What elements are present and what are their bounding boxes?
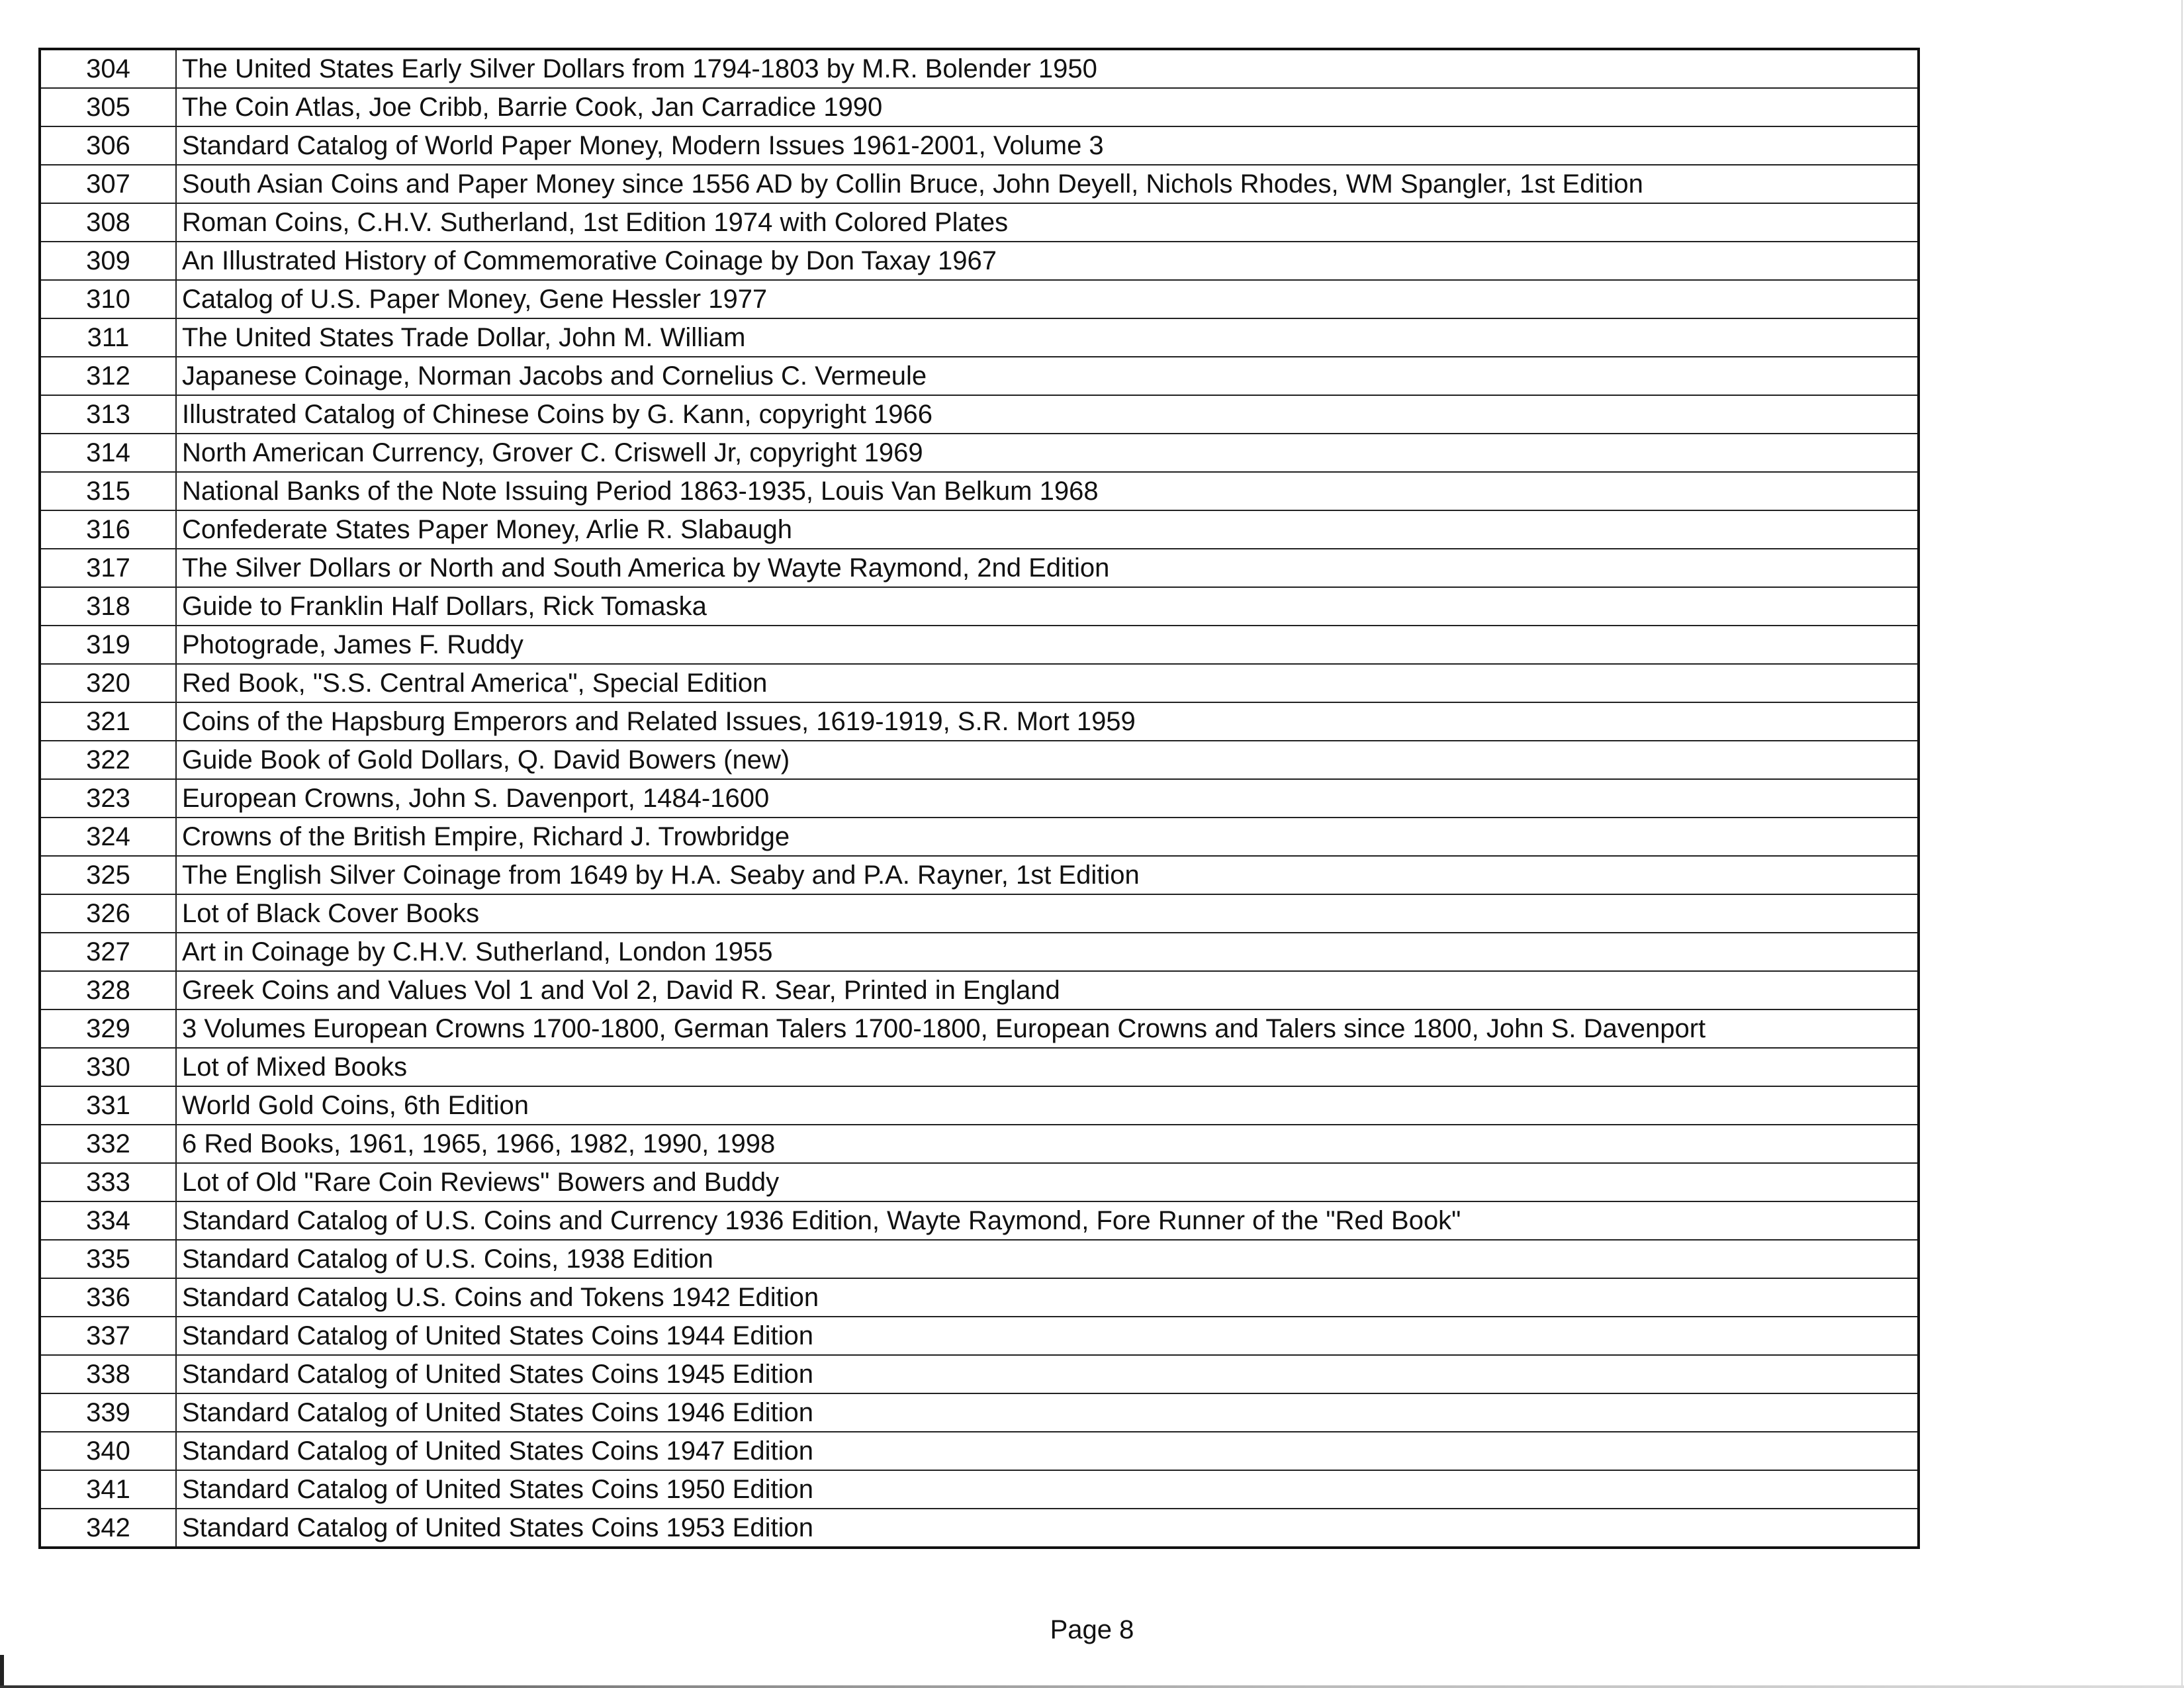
lot-description-cell: Standard Catalog of United States Coins 1944 Edition (176, 1317, 1919, 1355)
lot-description-cell: The Coin Atlas, Joe Cribb, Barrie Cook, Jan Carradice 1990 (176, 88, 1919, 126)
table-row (40, 1509, 1919, 1548)
table-row (40, 434, 1919, 472)
lot-number-cell: 321 (40, 702, 176, 741)
lot-description-cell: The English Silver Coinage from 1649 by H.A. Seaby and P.A. Rayner, 1st Edition (176, 856, 1919, 894)
table-row (40, 587, 1919, 626)
lot-description-cell: 6 Red Books, 1961, 1965, 1966, 1982, 1990, 1998 (176, 1125, 1919, 1163)
table-row (40, 1125, 1919, 1163)
lot-number-cell: 333 (40, 1163, 176, 1201)
lot-number-cell: 334 (40, 1201, 176, 1240)
lot-number-cell: 306 (40, 126, 176, 165)
lot-description-cell: European Crowns, John S. Davenport, 1484-1600 (176, 779, 1919, 818)
table-row (40, 1393, 1919, 1432)
lot-description-cell: Catalog of U.S. Paper Money, Gene Hessler 1977 (176, 280, 1919, 318)
lot-number-cell: 308 (40, 203, 176, 242)
table-row (40, 1048, 1919, 1086)
table-row (40, 856, 1919, 894)
lot-description-cell: Greek Coins and Values Vol 1 and Vol 2, David R. Sear, Printed in England (176, 971, 1919, 1009)
table-row (40, 971, 1919, 1009)
table-row (40, 1470, 1919, 1509)
table-row (40, 510, 1919, 549)
lot-number-cell: 332 (40, 1125, 176, 1163)
lot-description-cell: Standard Catalog of United States Coins 1947 Edition (176, 1432, 1919, 1470)
lot-description-cell: Standard Catalog of United States Coins 1946 Edition (176, 1393, 1919, 1432)
lot-number-cell: 329 (40, 1009, 176, 1048)
lot-number-cell: 313 (40, 395, 176, 434)
lot-number-cell: 341 (40, 1470, 176, 1509)
lot-number-cell: 339 (40, 1393, 176, 1432)
table-row (40, 1355, 1919, 1393)
table-row (40, 242, 1919, 280)
lot-description-cell: Standard Catalog of U.S. Coins, 1938 Edition (176, 1240, 1919, 1278)
lot-description-cell: Crowns of the British Empire, Richard J. Trowbridge (176, 818, 1919, 856)
lot-number-cell: 336 (40, 1278, 176, 1317)
table-row (40, 779, 1919, 818)
lot-number-cell: 337 (40, 1317, 176, 1355)
table-row (40, 1240, 1919, 1278)
lot-number-cell: 309 (40, 242, 176, 280)
table-row (40, 357, 1919, 395)
lot-description-cell: Red Book, "S.S. Central America", Special Edition (176, 664, 1919, 702)
lot-number-cell: 314 (40, 434, 176, 472)
table-row (40, 165, 1919, 203)
table-row (40, 49, 1919, 88)
lot-description-cell: Confederate States Paper Money, Arlie R. Slabaugh (176, 510, 1919, 549)
lot-description-cell: Japanese Coinage, Norman Jacobs and Cornelius C. Vermeule (176, 357, 1919, 395)
lot-description-cell: Standard Catalog of United States Coins 1950 Edition (176, 1470, 1919, 1509)
table-row (40, 280, 1919, 318)
lot-number-cell: 317 (40, 549, 176, 587)
lot-description-cell: Standard Catalog of World Paper Money, Modern Issues 1961-2001, Volume 3 (176, 126, 1919, 165)
table-row (40, 1432, 1919, 1470)
lot-description-cell: Lot of Black Cover Books (176, 894, 1919, 933)
lot-description-cell: 3 Volumes European Crowns 1700-1800, German Talers 1700-1800, European Crowns and Talers since 1800, John S. Davenport (176, 1009, 1919, 1048)
lot-number-cell: 305 (40, 88, 176, 126)
lot-description-cell: Guide to Franklin Half Dollars, Rick Tomaska (176, 587, 1919, 626)
lot-description-cell: Lot of Old "Rare Coin Reviews" Bowers and Buddy (176, 1163, 1919, 1201)
table-row (40, 1201, 1919, 1240)
table-row (40, 933, 1919, 971)
table-row (40, 126, 1919, 165)
lot-number-cell: 322 (40, 741, 176, 779)
lot-description-cell: Lot of Mixed Books (176, 1048, 1919, 1086)
lot-description-cell: World Gold Coins, 6th Edition (176, 1086, 1919, 1125)
table-row (40, 472, 1919, 510)
table-row (40, 1278, 1919, 1317)
page-number: Page 8 (1050, 1615, 1134, 1644)
lot-number-cell: 324 (40, 818, 176, 856)
lot-description-cell: North American Currency, Grover C. Criswell Jr, copyright 1969 (176, 434, 1919, 472)
lot-description-cell: Standard Catalog U.S. Coins and Tokens 1942 Edition (176, 1278, 1919, 1317)
lot-number-cell: 325 (40, 856, 176, 894)
table-row (40, 818, 1919, 856)
table-row (40, 1317, 1919, 1355)
lot-number-cell: 342 (40, 1509, 176, 1548)
book-lot-table (38, 48, 1920, 1549)
table-row (40, 1086, 1919, 1125)
lot-number-cell: 304 (40, 49, 176, 88)
table-row (40, 894, 1919, 933)
lot-description-cell: Photograde, James F. Ruddy (176, 626, 1919, 664)
lot-number-cell: 310 (40, 280, 176, 318)
lot-description-cell: Coins of the Hapsburg Emperors and Related Issues, 1619-1919, S.R. Mort 1959 (176, 702, 1919, 741)
lot-number-cell: 320 (40, 664, 176, 702)
lot-description-cell: Illustrated Catalog of Chinese Coins by G. Kann, copyright 1966 (176, 395, 1919, 434)
table-row (40, 318, 1919, 357)
lot-number-cell: 328 (40, 971, 176, 1009)
lot-description-cell: Art in Coinage by C.H.V. Sutherland, London 1955 (176, 933, 1919, 971)
table-row (40, 203, 1919, 242)
lot-number-cell: 340 (40, 1432, 176, 1470)
lot-number-cell: 316 (40, 510, 176, 549)
lot-description-cell: National Banks of the Note Issuing Period 1863-1935, Louis Van Belkum 1968 (176, 472, 1919, 510)
lot-number-cell: 331 (40, 1086, 176, 1125)
lot-description-cell: Guide Book of Gold Dollars, Q. David Bowers (new) (176, 741, 1919, 779)
lot-number-cell: 318 (40, 587, 176, 626)
lot-description-cell: The Silver Dollars or North and South America by Wayte Raymond, 2nd Edition (176, 549, 1919, 587)
lot-description-cell: An Illustrated History of Commemorative Coinage by Don Taxay 1967 (176, 242, 1919, 280)
lot-number-cell: 307 (40, 165, 176, 203)
scan-edge-left (0, 1655, 4, 1688)
lot-number-cell: 323 (40, 779, 176, 818)
table-row (40, 88, 1919, 126)
scan-edge-bottom (0, 1685, 2184, 1688)
lot-description-cell: Standard Catalog of United States Coins 1953 Edition (176, 1509, 1919, 1548)
table-row (40, 626, 1919, 664)
lot-number-cell: 312 (40, 357, 176, 395)
lot-description-cell: The United States Trade Dollar, John M. William (176, 318, 1919, 357)
table-row (40, 664, 1919, 702)
lot-number-cell: 327 (40, 933, 176, 971)
lot-number-cell: 311 (40, 318, 176, 357)
lot-description-cell: The United States Early Silver Dollars from 1794-1803 by M.R. Bolender 1950 (176, 49, 1919, 88)
lot-number-cell: 335 (40, 1240, 176, 1278)
lot-number-cell: 319 (40, 626, 176, 664)
table-row (40, 1009, 1919, 1048)
table-row (40, 395, 1919, 434)
lot-description-cell: South Asian Coins and Paper Money since 1556 AD by Collin Bruce, John Deyell, Nichols Rhodes, WM Spangler, 1st Edition (176, 165, 1919, 203)
table-row (40, 702, 1919, 741)
table-row (40, 741, 1919, 779)
table-row (40, 549, 1919, 587)
lot-description-cell: Standard Catalog of U.S. Coins and Currency 1936 Edition, Wayte Raymond, Fore Runner of the "Red Book" (176, 1201, 1919, 1240)
scan-edge-right (2181, 0, 2183, 1688)
table-body (40, 49, 1919, 1548)
lot-number-cell: 326 (40, 894, 176, 933)
lot-description-cell: Standard Catalog of United States Coins 1945 Edition (176, 1355, 1919, 1393)
lot-number-cell: 330 (40, 1048, 176, 1086)
table-row (40, 1163, 1919, 1201)
lot-number-cell: 315 (40, 472, 176, 510)
lot-number-cell: 338 (40, 1355, 176, 1393)
lot-description-cell: Roman Coins, C.H.V. Sutherland, 1st Edition 1974 with Colored Plates (176, 203, 1919, 242)
